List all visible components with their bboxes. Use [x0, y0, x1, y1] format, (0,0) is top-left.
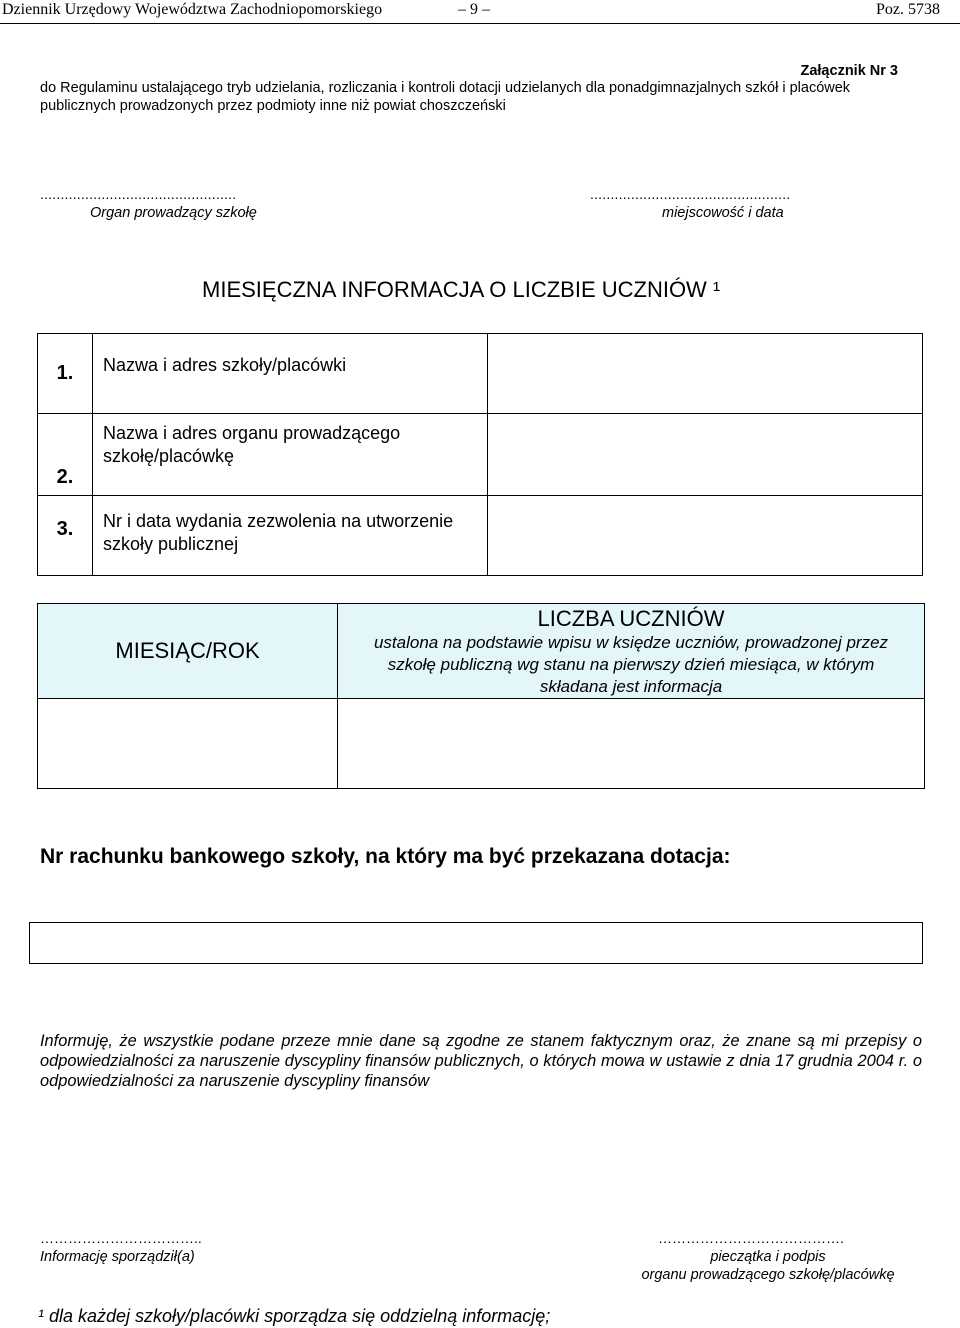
row-label: Nazwa i adres organu prowadzącego szkołę/placówkę	[93, 414, 488, 496]
place-date-dots: .................................................	[590, 186, 791, 202]
stamp-signature-label: pieczątka i podpis	[710, 1249, 826, 1265]
info-row	[38, 334, 923, 414]
stamp-signature-organ-label: organu prowadzącego szkołę/placówkę	[641, 1267, 895, 1283]
annex-title: Załącznik Nr 3	[800, 63, 898, 79]
month-year-header	[37, 603, 338, 699]
annex-line-1: do Regulaminu ustalającego tryb udzielania, rozliczania i kontroli dotacji udzielanych dla ponadgimnazjalnych szkół i placówek	[40, 80, 851, 96]
statement-text: Informuję, że wszystkie podane przeze mnie dane są zgodne ze stanem faktycznym oraz, że znane są mi przepisy o odpowiedzialności za naruszenie dyscypliny finansów publicznych, o których mowa w ustawie z dnia 17 grudnia 2004 r. o odpowiedzialności za naruszenie dyscypliny finansów	[40, 1032, 922, 1090]
prepared-by-dots: ……………………………..	[40, 1230, 202, 1246]
school-info-table	[37, 333, 923, 576]
row-label: Nr i data wydania zezwolenia na utworzenie szkoły publicznej	[93, 496, 488, 576]
student-count-header	[337, 603, 925, 699]
header-rule	[0, 23, 960, 24]
row-number: 2.	[38, 414, 93, 496]
student-count-field[interactable]	[337, 698, 925, 789]
bank-account-label: Nr rachunku bankowego szkoły, na który ma być przekazana dotacja:	[40, 845, 731, 868]
position-number: Poz. 5738	[876, 1, 940, 18]
info-row	[38, 414, 923, 496]
organ-dots: ................................................	[40, 186, 237, 202]
organ-name-address-field[interactable]	[488, 414, 923, 496]
student-count-header-sub: ustalona na podstawie wpisu w księdze uczniów, prowadzonej przez szkołę publiczną wg stanu na pierwszy dzień miesiąca, w którym składana jest informacja	[373, 633, 889, 696]
journal-title: Dziennik Urzędowy Województwa Zachodniopomorskiego	[2, 1, 383, 18]
form-title: MIESIĘCZNA INFORMACJA O LICZBIE UCZNIÓW ¹	[202, 277, 721, 302]
row-number: 3.	[38, 496, 93, 576]
footnote: ¹ dla każdej szkoły/placówki sporządza się oddzielną informację;	[38, 1306, 551, 1326]
row-number: 1.	[38, 334, 93, 414]
bank-account-field[interactable]	[29, 922, 923, 964]
month-year-header-text: MIESIĄC/ROK	[115, 638, 260, 663]
school-name-address-field[interactable]	[488, 334, 923, 414]
annex-line-2: publicznych prowadzonych przez podmioty inne niż powiat choszczeński	[40, 98, 506, 114]
info-row	[38, 496, 923, 576]
row-label: Nazwa i adres szkoły/placówki	[93, 334, 488, 414]
page-number: – 9 –	[458, 1, 490, 18]
stamp-signature-dots: ………………………………….	[658, 1230, 844, 1246]
organ-label: Organ prowadzący szkołę	[90, 205, 257, 221]
month-year-field[interactable]	[37, 698, 338, 789]
student-count-header-title: LICZBA UCZNIÓW	[537, 606, 725, 631]
place-date-label: miejscowość i data	[662, 205, 784, 221]
permit-field[interactable]	[488, 496, 923, 576]
prepared-by-label: Informację sporządził(a)	[40, 1249, 195, 1265]
